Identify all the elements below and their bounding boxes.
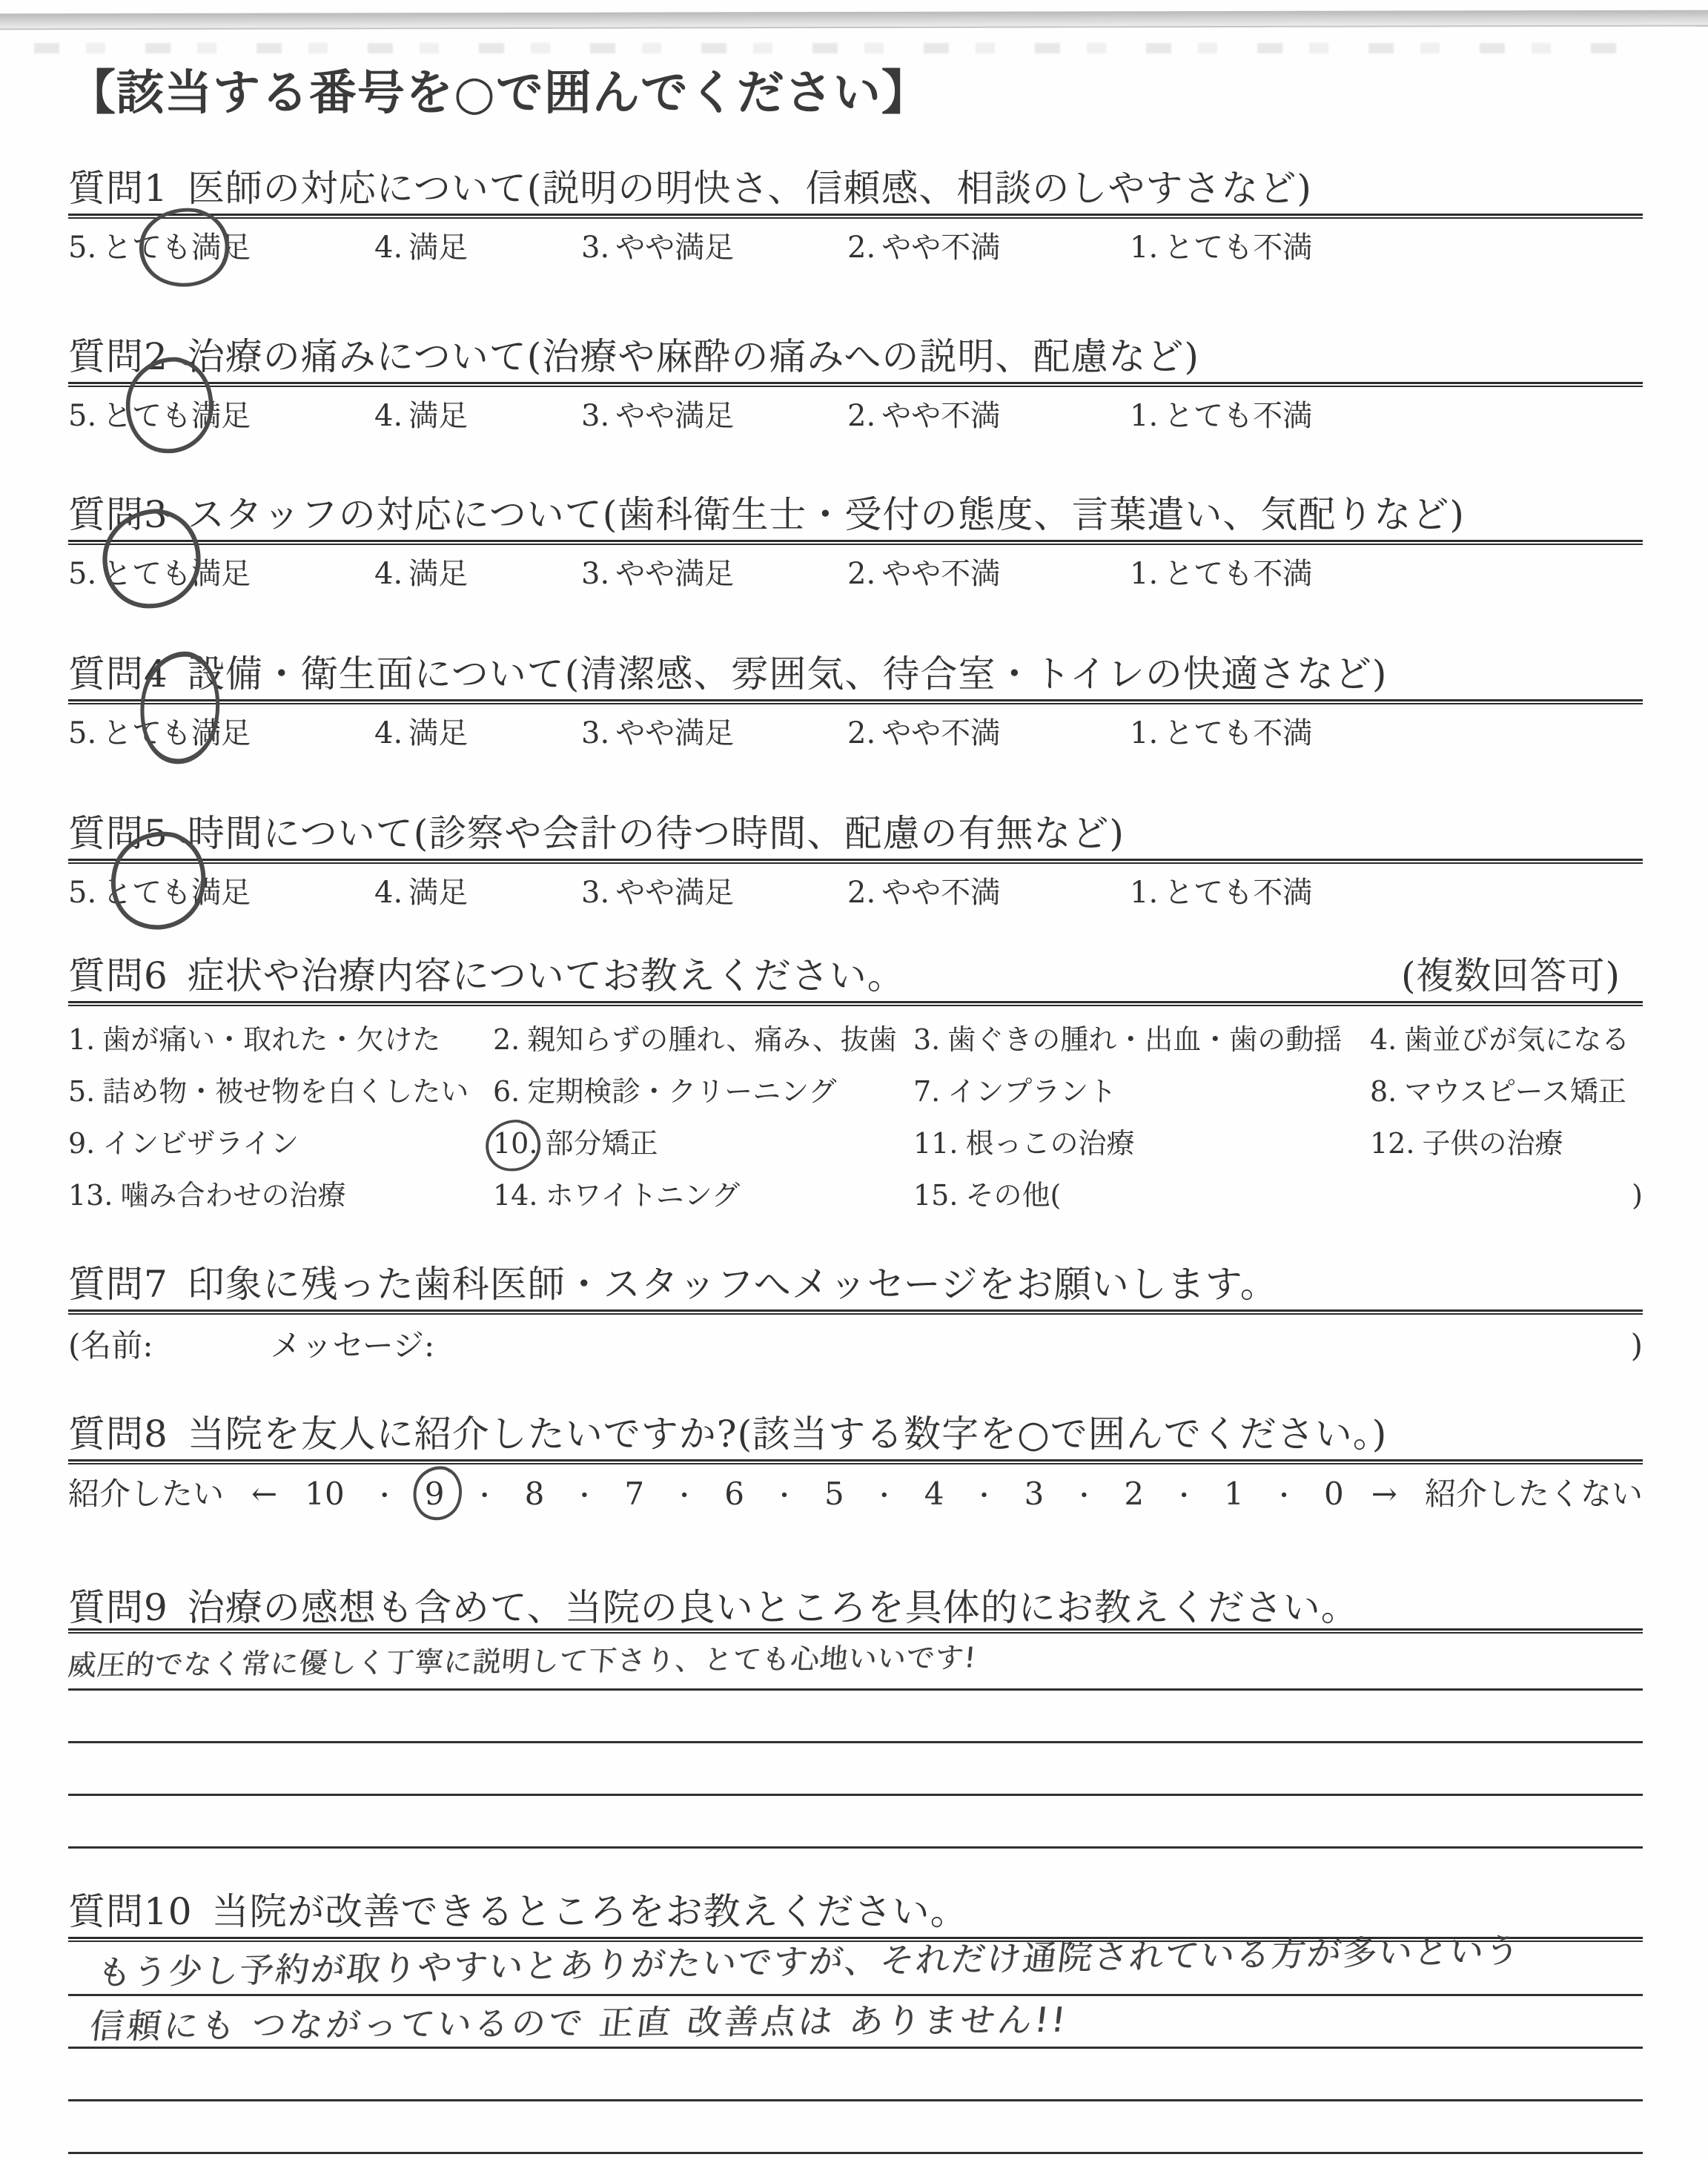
option-label: 満足 bbox=[408, 876, 469, 910]
option-label: 歯並びが気になる bbox=[1404, 1023, 1630, 1056]
question-3-id: 質問3 bbox=[68, 493, 168, 536]
option-label: 満足 bbox=[408, 231, 469, 265]
option-label: 満足 bbox=[408, 716, 469, 750]
question-2-id: 質問2 bbox=[68, 335, 168, 378]
question-9-title: 治療の感想も含めて、当院の良いところを具体的にお教えください。 bbox=[187, 1586, 1359, 1629]
name-field-label: (名前: bbox=[68, 1327, 153, 1364]
nps-number-1: 1 bbox=[1224, 1476, 1244, 1512]
dot-separator: ・ bbox=[1271, 1482, 1297, 1511]
option-number: 5. bbox=[68, 716, 97, 750]
option-label: とても不満 bbox=[1164, 876, 1313, 910]
divider-rule bbox=[68, 214, 1643, 219]
option-number: 2. bbox=[847, 557, 876, 591]
treatment-option-4 bbox=[1370, 1023, 1643, 1057]
divider-rule bbox=[68, 540, 1643, 545]
option-label: 定期検診・クリーニング bbox=[527, 1075, 837, 1108]
option-number: 4. bbox=[1370, 1023, 1397, 1056]
question-4-title: 設備・衛生面について(清潔感、雰囲気、待合室・トイレの快適さなど) bbox=[187, 653, 1388, 696]
dot-separator: ・ bbox=[471, 1482, 497, 1511]
option-number: 3. bbox=[581, 557, 610, 591]
option-label: やや満足 bbox=[615, 876, 735, 910]
option-label: とても不満 bbox=[1164, 231, 1313, 265]
dot-separator: ・ bbox=[971, 1482, 997, 1511]
treatment-option-8 bbox=[1370, 1074, 1643, 1109]
rating-option-5 bbox=[68, 555, 374, 593]
blank-answer-space bbox=[68, 1796, 1643, 1846]
option-label: やや不満 bbox=[881, 399, 1001, 433]
option-number: 1. bbox=[1130, 399, 1159, 433]
option-label: 歯が痛い・取れた・欠けた bbox=[102, 1023, 441, 1056]
question-7-fields bbox=[68, 1325, 1643, 1367]
divider-rule bbox=[68, 699, 1643, 704]
option-label: やや不満 bbox=[881, 557, 1001, 591]
option-number: 11. bbox=[913, 1127, 959, 1160]
question-block-3 bbox=[68, 495, 1643, 593]
option-label: 部分矯正 bbox=[545, 1127, 658, 1160]
rating-option-1 bbox=[1130, 228, 1643, 267]
treatment-option-5 bbox=[68, 1074, 493, 1109]
option-number: 1. bbox=[1130, 557, 1159, 591]
question-block-7 bbox=[68, 1265, 1643, 1367]
question-7-id: 質問7 bbox=[68, 1263, 168, 1306]
option-number: 5. bbox=[68, 231, 97, 265]
treatment-option-3 bbox=[913, 1023, 1370, 1057]
question-6-id: 質問6 bbox=[68, 954, 168, 997]
option-label: 噛み合わせの治療 bbox=[120, 1179, 346, 1212]
option-number: 2. bbox=[493, 1023, 520, 1056]
question-3-header bbox=[68, 495, 1643, 534]
option-number: 2. bbox=[847, 231, 876, 265]
blank-answer-space bbox=[68, 1691, 1643, 1741]
left-arrow-icon: ← bbox=[251, 1476, 278, 1512]
nps-number-6: 6 bbox=[724, 1476, 744, 1512]
option-number: 2. bbox=[847, 716, 876, 750]
question-5-header bbox=[68, 814, 1643, 853]
option-number: 3. bbox=[581, 231, 610, 265]
scan-artifact-band bbox=[0, 10, 1708, 30]
option-label: とても不満 bbox=[1164, 557, 1313, 591]
option-label: とても満足 bbox=[102, 716, 251, 750]
close-paren: ) bbox=[1630, 1327, 1643, 1364]
answer-line bbox=[68, 1846, 1643, 1849]
option-number: 14. bbox=[493, 1179, 538, 1212]
question-8-title: 当院を友人に紹介したいですか?(該当する数字を○で囲んでください。) bbox=[187, 1413, 1388, 1456]
rating-option-5 bbox=[68, 873, 374, 912]
question-1-header bbox=[68, 169, 1643, 208]
option-label: 満足 bbox=[408, 557, 469, 591]
option-number: 1. bbox=[1130, 876, 1159, 910]
question-7-header bbox=[68, 1265, 1643, 1304]
question-1-id: 質問1 bbox=[68, 167, 168, 210]
option-number: 4. bbox=[374, 876, 403, 910]
option-label: ホワイトニング bbox=[545, 1179, 741, 1212]
handwritten-answer-q10-line1: もう少し予約が取りやすいとありがたいですが、それだけ通院されている方が多いという bbox=[95, 1930, 1523, 1993]
question-9-id: 質問9 bbox=[68, 1586, 168, 1629]
rating-option-1 bbox=[1130, 397, 1643, 435]
option-number: 4. bbox=[374, 557, 403, 591]
treatment-option-7 bbox=[913, 1074, 1370, 1109]
option-number: 4. bbox=[374, 399, 403, 433]
question-block-2 bbox=[68, 337, 1643, 435]
question-6-header bbox=[68, 954, 1643, 997]
option-label: とても満足 bbox=[102, 399, 251, 433]
question-6-title: 症状や治療内容についてお教えください。 bbox=[187, 954, 905, 997]
dot-separator: ・ bbox=[771, 1482, 797, 1511]
question-4-header bbox=[68, 653, 1643, 696]
answer-line bbox=[68, 2152, 1643, 2154]
question-block-8 bbox=[68, 1415, 1643, 1517]
divider-rule bbox=[68, 859, 1643, 864]
rating-option-2 bbox=[847, 714, 1130, 753]
nps-number-7: 7 bbox=[624, 1476, 645, 1512]
question-3-title: スタッフの対応について(歯科衛生士・受付の態度、言葉遣い、気配りなど) bbox=[187, 493, 1465, 536]
option-number: 3. bbox=[913, 1023, 941, 1056]
option-number: 5. bbox=[68, 557, 97, 591]
rating-option-4 bbox=[374, 397, 581, 435]
handwritten-answer-q10-line2: 信頼にも つながっているので 正直 改善点は ありません!! bbox=[87, 1999, 1070, 2047]
question-8-header bbox=[68, 1413, 1643, 1456]
rating-options bbox=[68, 555, 1643, 593]
divider-rule bbox=[68, 1459, 1643, 1464]
option-label: とても不満 bbox=[1164, 716, 1313, 750]
option-label: とても満足 bbox=[102, 876, 251, 910]
rating-option-4 bbox=[374, 555, 581, 593]
treatment-option-6 bbox=[493, 1074, 913, 1109]
question-6-note: (複数回答可) bbox=[1400, 954, 1621, 997]
rating-option-2 bbox=[847, 228, 1130, 267]
scan-artifact-noise bbox=[34, 43, 1640, 53]
treatment-option-10 bbox=[493, 1126, 913, 1161]
nps-right-label: 紹介したくない bbox=[1424, 1476, 1643, 1512]
handwritten-answer-q9: 威圧的でなく常に優しく丁寧に説明して下さり、とても心地いいです! bbox=[66, 1641, 978, 1682]
rating-option-3 bbox=[581, 714, 847, 753]
question-block-4 bbox=[68, 655, 1643, 753]
option-label: インプラント bbox=[947, 1075, 1117, 1108]
blank-answer-space bbox=[1061, 1178, 1632, 1213]
treatment-option-2 bbox=[493, 1023, 913, 1057]
rating-option-5 bbox=[68, 228, 374, 267]
question-4-id: 質問4 bbox=[68, 653, 168, 696]
rating-options bbox=[68, 228, 1643, 267]
rating-options bbox=[68, 873, 1643, 912]
divider-rule bbox=[68, 1001, 1643, 1006]
question-block-6 bbox=[68, 954, 1643, 1213]
blank-answer-space bbox=[434, 1325, 1630, 1367]
option-number: 9. bbox=[68, 1127, 96, 1160]
option-number: 5. bbox=[68, 876, 97, 910]
treatment-option-12 bbox=[1370, 1126, 1643, 1161]
question-10-id: 質問10 bbox=[68, 1890, 193, 1933]
nps-number-10: 10 bbox=[305, 1476, 345, 1512]
treatment-option-15 bbox=[913, 1178, 1643, 1213]
rating-option-1 bbox=[1130, 555, 1643, 593]
rating-options bbox=[68, 397, 1643, 435]
rating-option-4 bbox=[374, 873, 581, 912]
dot-separator: ・ bbox=[1071, 1482, 1097, 1511]
option-label: やや満足 bbox=[615, 716, 735, 750]
nps-number-5: 5 bbox=[824, 1476, 844, 1512]
dot-separator: ・ bbox=[871, 1482, 897, 1511]
question-block-5 bbox=[68, 814, 1643, 912]
nps-number-4: 4 bbox=[924, 1476, 944, 1512]
question-block-9 bbox=[68, 1588, 1643, 1849]
rating-option-5 bbox=[68, 397, 374, 435]
option-label: とても満足 bbox=[102, 557, 251, 591]
dot-separator: ・ bbox=[371, 1482, 397, 1511]
treatment-option-13 bbox=[68, 1178, 493, 1213]
rating-option-5 bbox=[68, 714, 374, 753]
option-label: やや満足 bbox=[615, 557, 735, 591]
option-label: 根っこの治療 bbox=[965, 1127, 1135, 1160]
treatment-option-9 bbox=[68, 1126, 493, 1161]
question-5-title: 時間について(診察や会計の待つ時間、配慮の有無など) bbox=[187, 812, 1125, 855]
nps-number-3: 3 bbox=[1024, 1476, 1045, 1512]
option-number: 5. bbox=[68, 399, 97, 433]
nps-number-0: 0 bbox=[1323, 1476, 1344, 1512]
option-label: とても不満 bbox=[1164, 399, 1313, 433]
option-number: 5. bbox=[68, 1075, 96, 1108]
option-label: やや不満 bbox=[881, 876, 1001, 910]
question-1-title: 医師の対応について(説明の明快さ、信頼感、相談のしやすさなど) bbox=[187, 167, 1312, 210]
option-number: 1. bbox=[1130, 716, 1159, 750]
rating-option-2 bbox=[847, 397, 1130, 435]
option-number: 1. bbox=[1130, 231, 1159, 265]
treatment-option-14 bbox=[493, 1178, 913, 1213]
option-number: 10. bbox=[493, 1126, 537, 1161]
dot-separator: ・ bbox=[1171, 1482, 1197, 1511]
rating-options bbox=[68, 714, 1643, 753]
treatment-option-1 bbox=[68, 1023, 493, 1057]
option-number: 13. bbox=[68, 1179, 113, 1212]
question-7-title: 印象に残った歯科医師・スタッフへメッセージをお願いします。 bbox=[187, 1263, 1278, 1306]
option-label: やや不満 bbox=[881, 231, 1001, 265]
option-label: とても満足 bbox=[102, 231, 251, 265]
dot-separator: ・ bbox=[672, 1482, 698, 1511]
option-label: インビザライン bbox=[102, 1127, 299, 1160]
option-number: 4. bbox=[374, 231, 403, 265]
page-title: 【該当する番号を○で囲んでください】 bbox=[68, 65, 930, 121]
rating-option-3 bbox=[581, 228, 847, 267]
option-label: 満足 bbox=[408, 399, 469, 433]
rating-option-2 bbox=[847, 555, 1130, 593]
option-number: 4. bbox=[374, 716, 403, 750]
hand-drawn-circle bbox=[410, 1464, 466, 1524]
option-label: その他( bbox=[965, 1179, 1062, 1212]
dot-separator: ・ bbox=[572, 1482, 598, 1511]
option-number: 2. bbox=[847, 399, 876, 433]
option-number: 2. bbox=[847, 876, 876, 910]
rating-option-1 bbox=[1130, 873, 1643, 912]
option-number: 1. bbox=[68, 1023, 96, 1056]
option-label: 詰め物・被せ物を白くしたい bbox=[102, 1075, 469, 1108]
question-2-header bbox=[68, 337, 1643, 376]
option-label: やや不満 bbox=[881, 716, 1001, 750]
option-number: 12. bbox=[1370, 1127, 1415, 1160]
option-number: 3. bbox=[581, 399, 610, 433]
option-number: 3. bbox=[581, 716, 610, 750]
divider-rule bbox=[68, 1309, 1643, 1315]
question-block-1 bbox=[68, 169, 1643, 267]
nps-left-label: 紹介したい bbox=[68, 1476, 225, 1512]
blank-answer-space bbox=[68, 2101, 1643, 2152]
option-label: 歯ぐきの腫れ・出血・歯の動揺 bbox=[947, 1023, 1343, 1056]
rating-option-3 bbox=[581, 873, 847, 912]
blank-answer-space bbox=[68, 1743, 1643, 1794]
close-paren: ) bbox=[1632, 1179, 1643, 1212]
option-label: 子供の治療 bbox=[1422, 1127, 1563, 1160]
rating-option-4 bbox=[374, 228, 581, 267]
rating-option-1 bbox=[1130, 714, 1643, 753]
question-10-title: 当院が改善できるところをお教えください。 bbox=[211, 1890, 968, 1933]
nps-number-2: 2 bbox=[1124, 1476, 1145, 1512]
option-label: 親知らずの腫れ、痛み、抜歯 bbox=[527, 1023, 897, 1056]
option-label: やや満足 bbox=[615, 399, 735, 433]
rating-option-2 bbox=[847, 873, 1130, 912]
blank-answer-space bbox=[68, 2049, 1643, 2099]
option-label: やや満足 bbox=[615, 231, 735, 265]
question-block-10 bbox=[68, 1892, 1643, 2154]
question-9-header bbox=[68, 1588, 1643, 1627]
message-field-label: メッセージ: bbox=[270, 1327, 435, 1364]
option-number: 8. bbox=[1370, 1075, 1397, 1108]
question-2-title: 治療の痛みについて(治療や麻酔の痛みへの説明、配慮など) bbox=[187, 335, 1199, 378]
question-5-id: 質問5 bbox=[68, 812, 168, 855]
option-number: 3. bbox=[581, 876, 610, 910]
rating-option-3 bbox=[581, 555, 847, 593]
treatment-option-11 bbox=[913, 1126, 1370, 1161]
right-arrow-icon: → bbox=[1371, 1476, 1397, 1512]
nps-number-8: 8 bbox=[524, 1476, 545, 1512]
divider-rule bbox=[68, 382, 1643, 387]
rating-option-3 bbox=[581, 397, 847, 435]
rating-option-4 bbox=[374, 714, 581, 753]
nps-scale-row bbox=[68, 1473, 1643, 1517]
nps-number-9: 9 bbox=[425, 1473, 445, 1515]
question-8-id: 質問8 bbox=[68, 1413, 168, 1456]
option-number: 15. bbox=[913, 1179, 959, 1212]
question-6-options bbox=[68, 1023, 1643, 1213]
option-label: マウスピース矯正 bbox=[1404, 1075, 1626, 1108]
option-number: 6. bbox=[493, 1075, 520, 1108]
option-number: 7. bbox=[913, 1075, 941, 1108]
